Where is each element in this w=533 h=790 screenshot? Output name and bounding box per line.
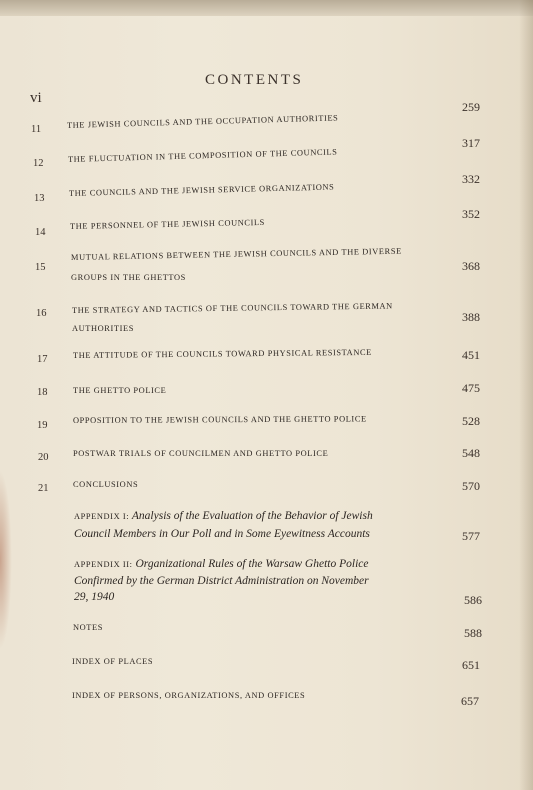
chapter-page: 259 [462,100,480,114]
chapter-number: 15 [35,262,46,273]
chapter-title: THE JEWISH COUNCILS AND THE OCCUPATION AUTHORITIES [66,113,339,130]
chapter-page: 352 [462,207,480,221]
chapter-page: 368 [462,259,480,273]
chapter-number: 21 [38,483,49,494]
notes-page: 588 [464,626,482,640]
chapter-title: THE STRATEGY AND TACTICS OF THE COUNCILS TOWARD THE GERMAN [71,301,393,315]
chapter-title: THE FLUCTUATION IN THE COMPOSITION OF THE COUNCILS [67,147,338,164]
chapter-title: THE COUNCILS AND THE JEWISH SERVICE ORGANIZATIONS [68,182,335,198]
appendix-page: 577 [462,529,480,543]
chapter-title: MUTUAL RELATIONS BETWEEN THE JEWISH COUNCILS AND THE DIVERSE [70,246,402,262]
chapter-number: 17 [37,354,48,365]
chapter-page: 388 [462,310,480,324]
chapter-number: 13 [34,193,45,204]
chapter-number: 12 [33,158,44,169]
chapter-title: THE ATTITUDE OF THE COUNCILS TOWARD PHYSICAL RESISTANCE [72,347,372,360]
chapter-page: 317 [462,136,480,150]
chapter-number: 20 [38,452,49,463]
appendix-title: Organizational Rules of the Warsaw Ghetto Police [135,558,369,570]
chapter-page: 528 [462,414,480,428]
facing-page-edge [0,0,533,16]
chapter-title: CONCLUSIONS [73,480,139,489]
appendix-title: Council Members in Our Poll and in Some Eyewitness Accounts [74,528,370,540]
index-of-persons-title: INDEX OF PERSONS, ORGANIZATIONS, AND OFFICES [72,691,306,700]
chapter-number: 19 [37,420,48,431]
notes-title: NOTES [73,623,103,632]
chapter-title: AUTHORITIES [72,324,134,333]
index-of-persons-page: 657 [461,694,479,708]
chapter-title: GROUPS IN THE GHETTOS [71,273,186,282]
page-number-roman: vi [30,90,42,106]
index-of-places-title: INDEX OF PLACES [72,657,154,666]
chapter-title: THE PERSONNEL OF THE JEWISH COUNCILS [69,217,265,231]
chapter-page: 570 [462,479,480,493]
chapter-number: 16 [36,308,47,319]
appendix-title: Confirmed by the German District Administration on November [74,575,369,587]
appendix-label: APPENDIX I: [74,512,130,521]
appendix-page: 586 [464,593,482,607]
appendix-label: APPENDIX II: [74,560,133,569]
chapter-page: 548 [462,446,480,460]
appendix-title: 29, 1940 [74,591,115,603]
contents-heading: CONTENTS [205,72,304,88]
chapter-page: 475 [462,381,480,395]
appendix-title: Analysis of the Evaluation of the Behavior of Jewish [131,510,373,522]
chapter-title: THE GHETTO POLICE [73,386,167,395]
chapter-number: 11 [31,124,42,135]
chapter-number: 18 [37,387,48,398]
finger-shadow [0,470,12,650]
appendix-ii-line-1 [74,556,368,573]
page-gutter-shadow [519,0,533,790]
chapter-title: POSTWAR TRIALS OF COUNCILMEN AND GHETTO POLICE [73,449,329,458]
chapter-page: 332 [462,172,480,186]
chapter-page: 451 [462,348,480,362]
index-of-places-page: 651 [462,658,480,672]
chapter-number: 14 [35,227,46,238]
chapter-title: OPPOSITION TO THE JEWISH COUNCILS AND THE GHETTO POLICE [72,414,367,425]
appendix-i-line-1 [74,508,373,525]
